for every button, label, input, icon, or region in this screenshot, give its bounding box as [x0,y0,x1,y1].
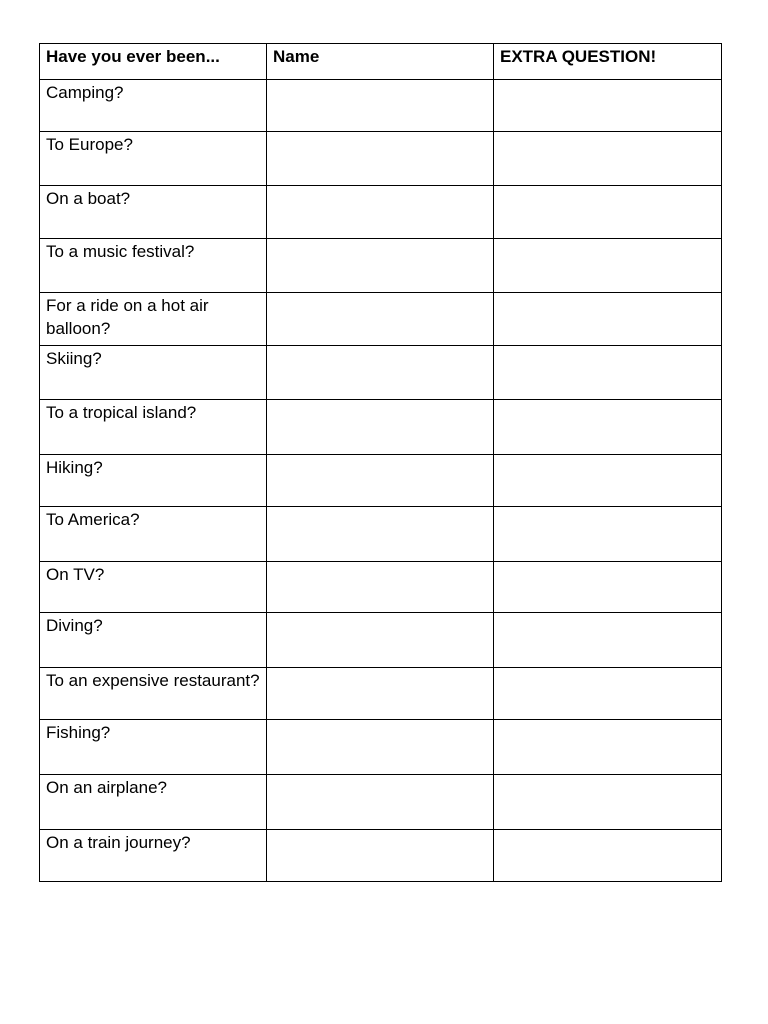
table-row [40,613,722,668]
question-cell: Camping? [40,80,267,132]
question-cell: Skiing? [40,346,267,400]
header-name: Name [267,44,494,80]
question-cell: To a music festival? [40,239,267,293]
extra-question-cell[interactable] [494,186,722,239]
question-cell: On an airplane? [40,775,267,830]
question-cell: To an expensive restaurant? [40,668,267,720]
table-row [40,346,722,400]
name-cell[interactable] [267,80,494,132]
name-cell[interactable] [267,668,494,720]
name-cell[interactable] [267,186,494,239]
question-cell: To America? [40,507,267,562]
table-row [40,293,722,346]
extra-question-cell[interactable] [494,239,722,293]
extra-question-cell[interactable] [494,830,722,882]
name-cell[interactable] [267,507,494,562]
table-row [40,668,722,720]
name-cell[interactable] [267,132,494,186]
question-cell: To Europe? [40,132,267,186]
extra-question-cell[interactable] [494,720,722,775]
table-row [40,775,722,830]
name-cell[interactable] [267,455,494,507]
question-cell: On a boat? [40,186,267,239]
name-cell[interactable] [267,400,494,455]
table-row [40,132,722,186]
table-row [40,400,722,455]
extra-question-cell[interactable] [494,668,722,720]
survey-table [39,43,722,882]
name-cell[interactable] [267,830,494,882]
question-cell: Fishing? [40,720,267,775]
question-cell: On a train journey? [40,830,267,882]
extra-question-cell[interactable] [494,346,722,400]
table-body [40,80,722,882]
header-question: Have you ever been... [40,44,267,80]
question-cell: To a tropical island? [40,400,267,455]
table-row [40,830,722,882]
table-row [40,239,722,293]
table-row [40,455,722,507]
extra-question-cell[interactable] [494,80,722,132]
table-row [40,507,722,562]
extra-question-cell[interactable] [494,613,722,668]
table-header-row [40,44,722,80]
extra-question-cell[interactable] [494,562,722,613]
table-row [40,562,722,613]
extra-question-cell[interactable] [494,455,722,507]
extra-question-cell[interactable] [494,507,722,562]
table-row [40,186,722,239]
name-cell[interactable] [267,775,494,830]
question-cell: Hiking? [40,455,267,507]
question-cell: On TV? [40,562,267,613]
header-extra-question: EXTRA QUESTION! [494,44,722,80]
extra-question-cell[interactable] [494,132,722,186]
question-cell: Diving? [40,613,267,668]
name-cell[interactable] [267,562,494,613]
name-cell[interactable] [267,720,494,775]
extra-question-cell[interactable] [494,293,722,346]
extra-question-cell[interactable] [494,775,722,830]
table-row [40,80,722,132]
name-cell[interactable] [267,346,494,400]
table-row [40,720,722,775]
name-cell[interactable] [267,613,494,668]
name-cell[interactable] [267,239,494,293]
question-cell: For a ride on a hot air balloon? [40,293,267,346]
extra-question-cell[interactable] [494,400,722,455]
name-cell[interactable] [267,293,494,346]
